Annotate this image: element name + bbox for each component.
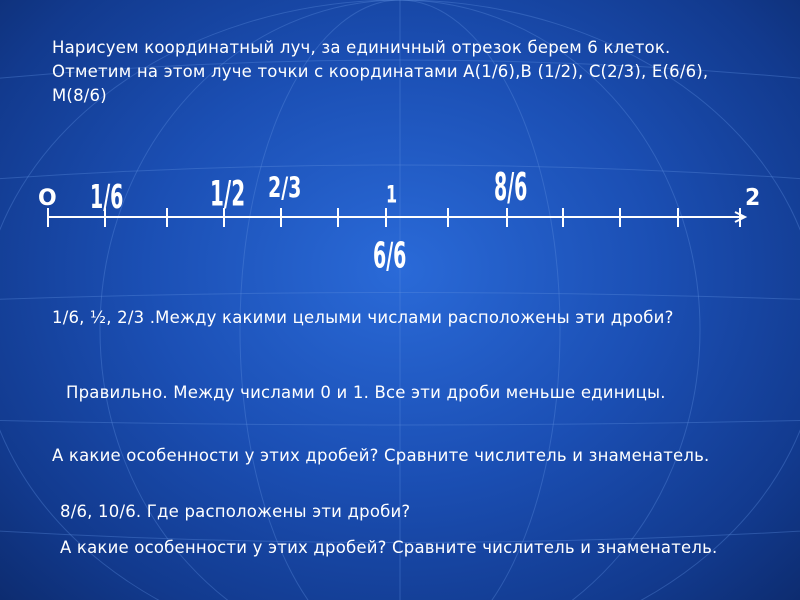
question-3: 8/6, 10/6. Где расположены эти дроби? bbox=[60, 502, 411, 521]
question-4: А какие особенности у этих дробей? Сравните числитель и знаменатель. bbox=[60, 538, 718, 557]
label-origin: O bbox=[38, 186, 57, 211]
label-one-half: 1/2 bbox=[210, 172, 246, 214]
label-two: 2 bbox=[745, 185, 761, 212]
answer-1: Правильно. Между числами 0 и 1. Все эти дроби меньше единицы. bbox=[66, 383, 666, 402]
label-one: 1 bbox=[386, 180, 398, 209]
intro-text: Нарисуем координатный луч, за единичный отрезок берем 6 клеток. Отметим на этом луче точки с координатами А(1/6),В (1/2), С(2/3), Е(6/6), М(8/6) bbox=[52, 38, 709, 105]
label-eight-sixths: 8/6 bbox=[494, 166, 528, 210]
label-six-sixths: 6/6 bbox=[373, 236, 407, 277]
label-two-thirds: 2/3 bbox=[268, 172, 302, 205]
question-1: 1/6, ½, 2/3 .Между какими целыми числами расположены эти дроби? bbox=[52, 308, 674, 327]
question-2: А какие особенности у этих дробей? Сравните числитель и знаменатель. bbox=[52, 446, 710, 465]
label-one-sixth: 1/6 bbox=[90, 178, 124, 217]
